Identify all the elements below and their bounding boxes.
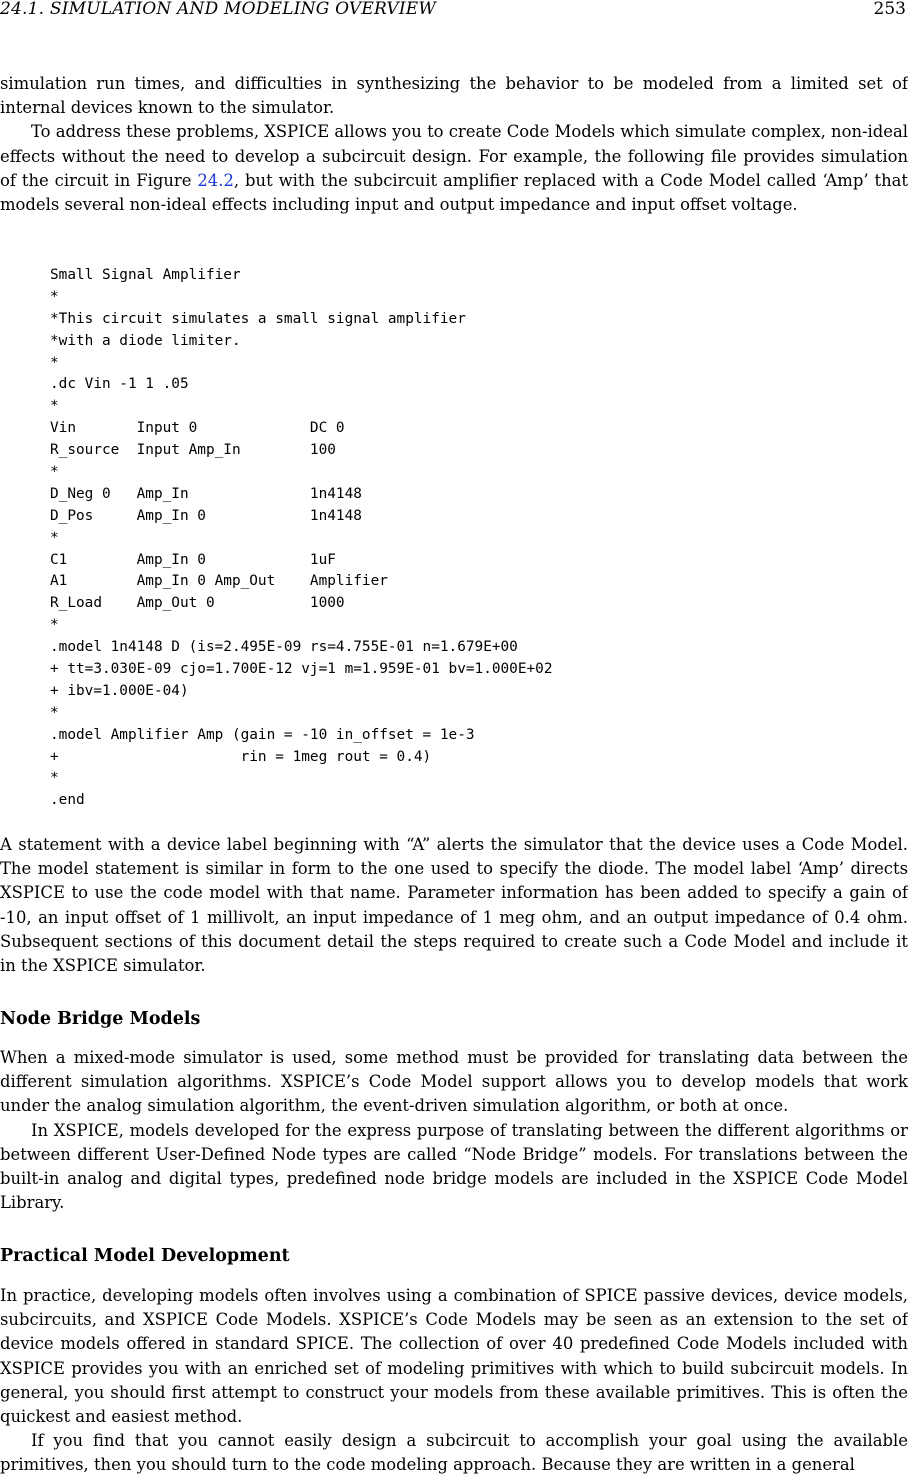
intro-section: [0, 72, 908, 217]
practical-model-development-heading: Practical Model Development: [0, 1246, 290, 1266]
code-line: *This circuit simulates a small signal amplifier: [50, 310, 466, 327]
after-code-section: [0, 833, 908, 978]
intro-paragraph-2-text-a: To address these problems, XSPICE allows you to create Code Models which simulate complex, non-ideal effects without the need to develop a subcircuit design. For example, the following file provides simulation of the circuit in Figure: [0, 122, 908, 190]
code-line: .dc Vin -1 1 .05: [50, 376, 189, 393]
intro-paragraph-2-text-b: , but with the subcircuit amplifier replaced with a Code Model called ‘Amp’ that models several non-ideal effects including input and output impedance and input offset voltage.: [0, 170, 908, 215]
code-line: A1 Amp_In 0 Amp_Out Amplifier: [50, 573, 388, 590]
code-line: D_Neg 0 Amp_In 1n4148: [50, 485, 362, 502]
practical-paragraph-1: In practice, developing models often involves using a combination of SPICE passive devices, device models, subcircuits, and XSPICE Code Models. XSPICE’s Code Models may be seen as an extension to the set of device models offered in standard SPICE. The collection of over 40 predefined Code Models included with XSPICE provides you with an enriched set of modeling primitives with which to build subcircuit models. In general, you should first attempt to construct your models from these available primitives. This is often the quickest and easiest method.: [0, 1286, 908, 1427]
intro-paragraph-1: simulation run times, and difficulties in synthesizing the behavior to be modeled from a limited set of internal devices known to the simulator.: [0, 74, 908, 118]
running-title: 24.1. SIMULATION AND MODELING OVERVIEW: [0, 0, 437, 19]
code-line: *with a diode limiter.: [50, 332, 241, 349]
code-line: Small Signal Amplifier: [50, 267, 241, 283]
code-line: + tt=3.030E-09 cjo=1.700E-12 vj=1 m=1.959E-01 bv=1.000E+02: [50, 661, 553, 678]
node-bridge-paragraph-1: When a mixed-mode simulator is used, some method must be provided for translating data between the different simulation algorithms. XSPICE’s Code Model support allows you to develop models that work under the analog simulation algorithm, the event-driven simulation algorithm, or both at once.: [0, 1048, 908, 1116]
node-bridge-heading: Node Bridge Models: [0, 1009, 201, 1029]
code-line: .model Amplifier Amp (gain = -10 in_offset = 1e-3: [50, 726, 475, 743]
code-line: .model 1n4148 D (is=2.495E-09 rs=4.755E-01 n=1.679E+00: [50, 639, 518, 656]
practical-section: [0, 1284, 908, 1478]
page-number: 253: [873, 0, 906, 19]
code-line: *: [50, 617, 59, 634]
code-line: *: [50, 529, 59, 546]
code-line: *: [50, 354, 59, 371]
code-line: Vin Input 0 DC 0: [50, 420, 345, 437]
code-line: *: [50, 770, 59, 787]
code-line: *: [50, 398, 59, 415]
figure-reference-link[interactable]: 24.2: [197, 170, 234, 190]
spice-code-listing: [50, 265, 553, 812]
page-header: [0, 0, 908, 20]
code-line: R_source Input Amp_In 100: [50, 442, 336, 459]
code-line: *: [50, 704, 59, 721]
code-line: .end: [50, 792, 85, 809]
node-bridge-section: [0, 1046, 908, 1215]
code-line: *: [50, 288, 59, 305]
code-line: *: [50, 464, 59, 481]
code-line: R_Load Amp_Out 0 1000: [50, 595, 345, 612]
node-bridge-paragraph-2: In XSPICE, models developed for the express purpose of translating between the different algorithms or between different User-Defined Node types are called “Node Bridge” models. For translations between the built-in analog and digital types, predefined node bridge models are included in the XSPICE Code Model Library.: [0, 1120, 908, 1213]
practical-paragraph-2: If you find that you cannot easily design a subcircuit to accomplish your goal using the available primitives, then you should turn to the code modeling approach. Because they are written in a general: [0, 1431, 908, 1475]
intro-paragraph-2: [0, 120, 908, 217]
code-line: C1 Amp_In 0 1uF: [50, 551, 336, 568]
code-line: + ibv=1.000E-04): [50, 682, 189, 699]
code-line: + rin = 1meg rout = 0.4): [50, 748, 432, 765]
code-line: D_Pos Amp_In 0 1n4148: [50, 507, 362, 524]
code-model-explanation-paragraph: A statement with a device label beginning with “A” alerts the simulator that the device uses a Code Model. The model statement is similar in form to the one used to specify the diode. The model label ‘Amp’ directs XSPICE to use the code model with that name. Parameter information has been added to specify a gain of -10, an input offset of 1 millivolt, an input impedance of 1 meg ohm, and an output impedance of 0.4 ohm. Subsequent sections of this document detail the steps required to create such a Code Model and include it in the XSPICE simulator.: [0, 835, 908, 976]
